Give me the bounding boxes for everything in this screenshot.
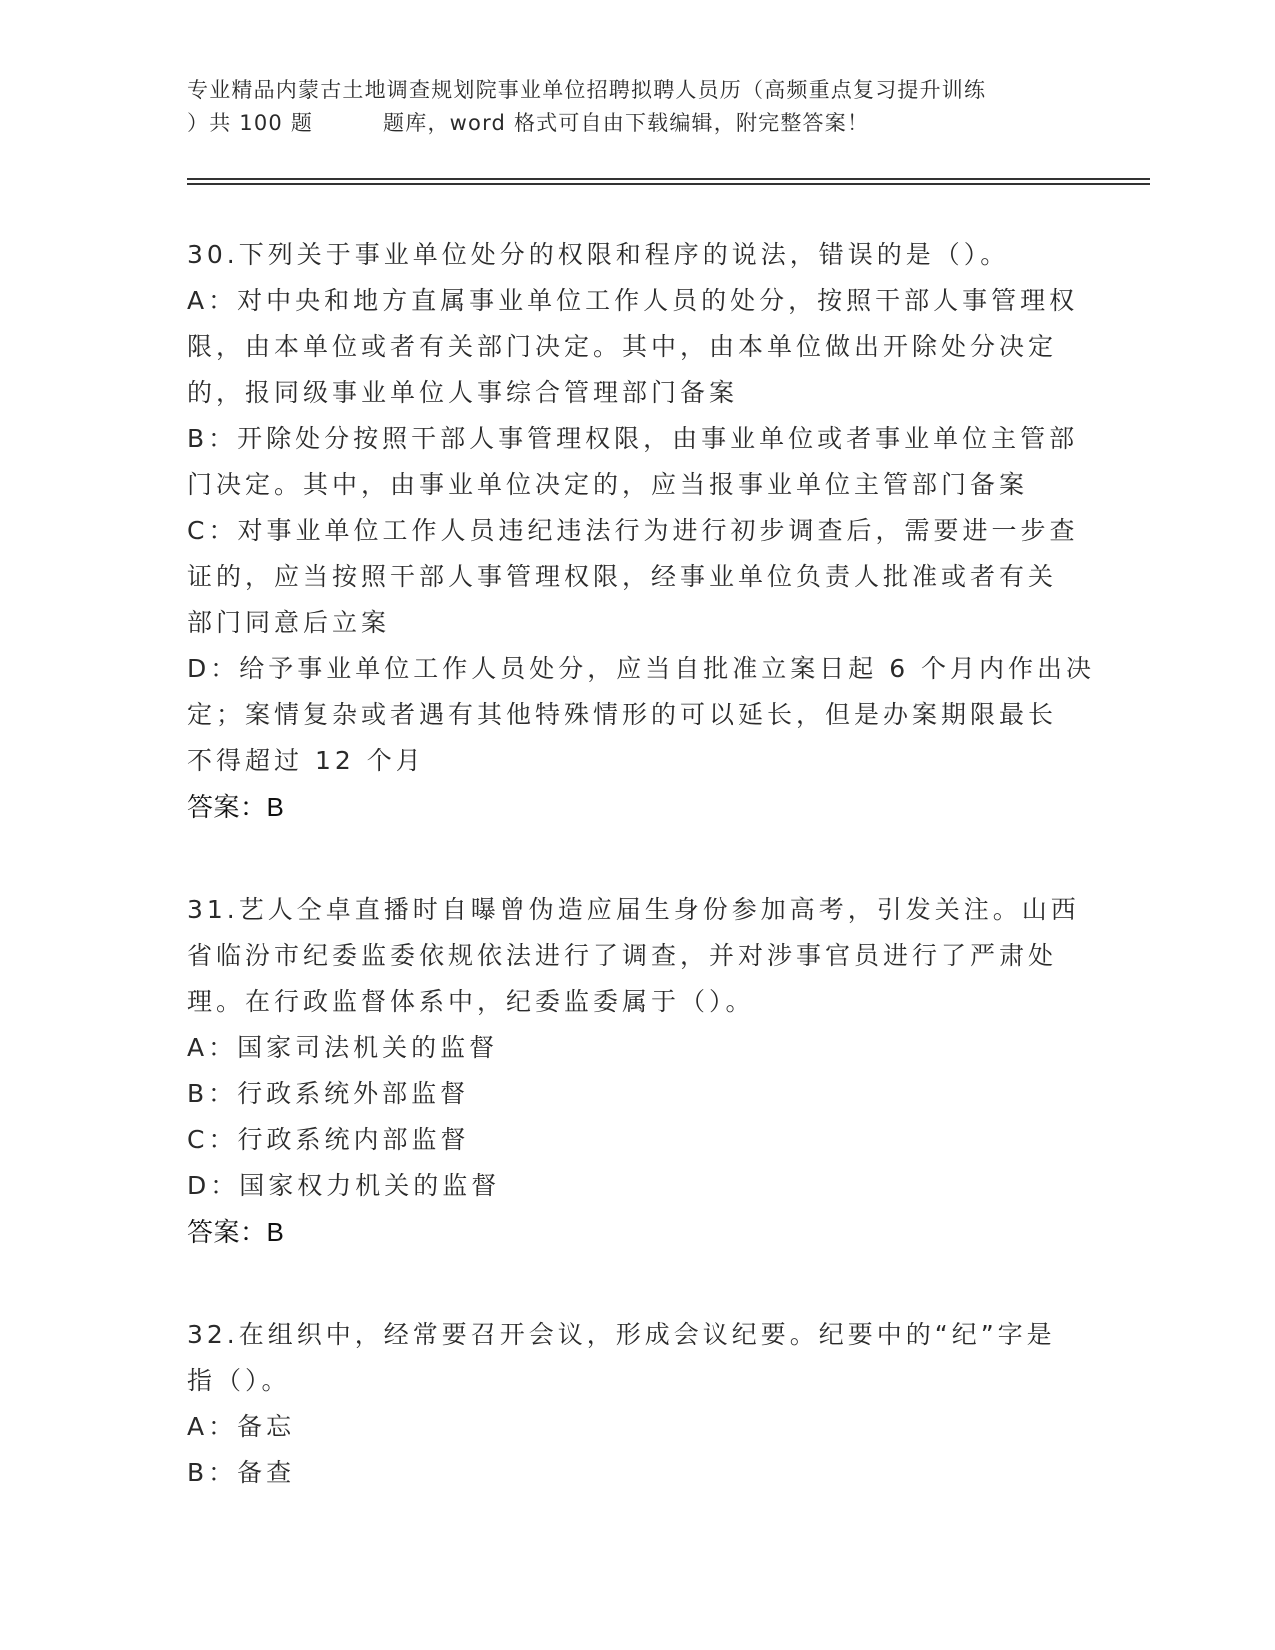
question-31-stem: 31.艺人仝卓直播时自曝曾伪造应届生身份参加高考，引发关注。山西 (187, 895, 1080, 924)
question-31-option-d: D：国家权力机关的监督 (187, 1171, 501, 1200)
question-31-stem-cont: 理。在行政监督体系中，纪委监委属于（）。 (187, 987, 755, 1016)
question-30-option-b-cont: 门决定。其中，由事业单位决定的，应当报事业单位主管部门备案 (187, 470, 1029, 499)
question-30-option-c-cont: 部门同意后立案 (187, 608, 391, 637)
question-30-option-b: B：开除处分按照干部人事管理权限，由事业单位或者事业单位主管部 (187, 424, 1079, 453)
question-30-option-a-cont: 的，报同级事业单位人事综合管理部门备案 (187, 378, 739, 407)
question-31-option-a: A：国家司法机关的监督 (187, 1033, 499, 1062)
question-30-option-c: C：对事业单位工作人员违纪违法行为进行初步调查后，需要进一步查 (187, 516, 1079, 545)
header-line-2-part-b: 题库，word 格式可自由下载编辑，附完整答案！ (383, 111, 870, 135)
question-30-option-d-cont: 定；案情复杂或者遇有其他特殊情形的可以延长，但是办案期限最长 (187, 700, 1058, 729)
header-line-2 (187, 107, 1087, 140)
question-list (187, 232, 1096, 1553)
question-30-option-d-cont: 不得超过 12 个月 (187, 746, 425, 775)
question-30-stem: 30.下列关于事业单位处分的权限和程序的说法，错误的是（）。 (187, 240, 1010, 269)
question-31 (187, 887, 1087, 1255)
question-30-option-c-cont: 证的，应当按照干部人事管理权限，经事业单位负责人批准或者有关 (187, 562, 1058, 591)
question-32-stem: 32.在组织中，经常要召开会议，形成会议纪要。纪要中的“纪”字是 (187, 1320, 1056, 1349)
question-31-option-b: B：行政系统外部监督 (187, 1079, 470, 1108)
header-line-2-part-a: ）共 100 题 (187, 111, 314, 135)
question-30-option-a: A：对中央和地方直属事业单位工作人员的处分，按照干部人事管理权 (187, 286, 1079, 315)
header-divider-top (187, 178, 1150, 180)
header-line-1: 专业精品内蒙古土地调查规划院事业单位招聘拟聘人员历（高频重点复习提升训练 (187, 78, 987, 102)
header-divider-bottom (187, 183, 1150, 185)
question-32-stem-cont: 指（）。 (187, 1366, 291, 1395)
question-30 (187, 232, 1096, 830)
question-30-answer: 答案：B (187, 792, 285, 822)
question-31-answer: 答案：B (187, 1217, 285, 1247)
question-31-option-c: C：行政系统内部监督 (187, 1125, 470, 1154)
question-31-stem-cont: 省临汾市纪委监委依规依法进行了调查，并对涉事官员进行了严肃处 (187, 941, 1058, 970)
question-32-option-b: B：备查 (187, 1458, 296, 1487)
question-30-option-d: D：给予事业单位工作人员处分，应当自批准立案日起 6 个月内作出决 (187, 654, 1096, 683)
question-32-option-a: A：备忘 (187, 1412, 296, 1441)
question-32 (187, 1312, 1087, 1496)
document-header (187, 74, 1087, 140)
question-30-option-a-cont: 限，由本单位或者有关部门决定。其中，由本单位做出开除处分决定 (187, 332, 1058, 361)
